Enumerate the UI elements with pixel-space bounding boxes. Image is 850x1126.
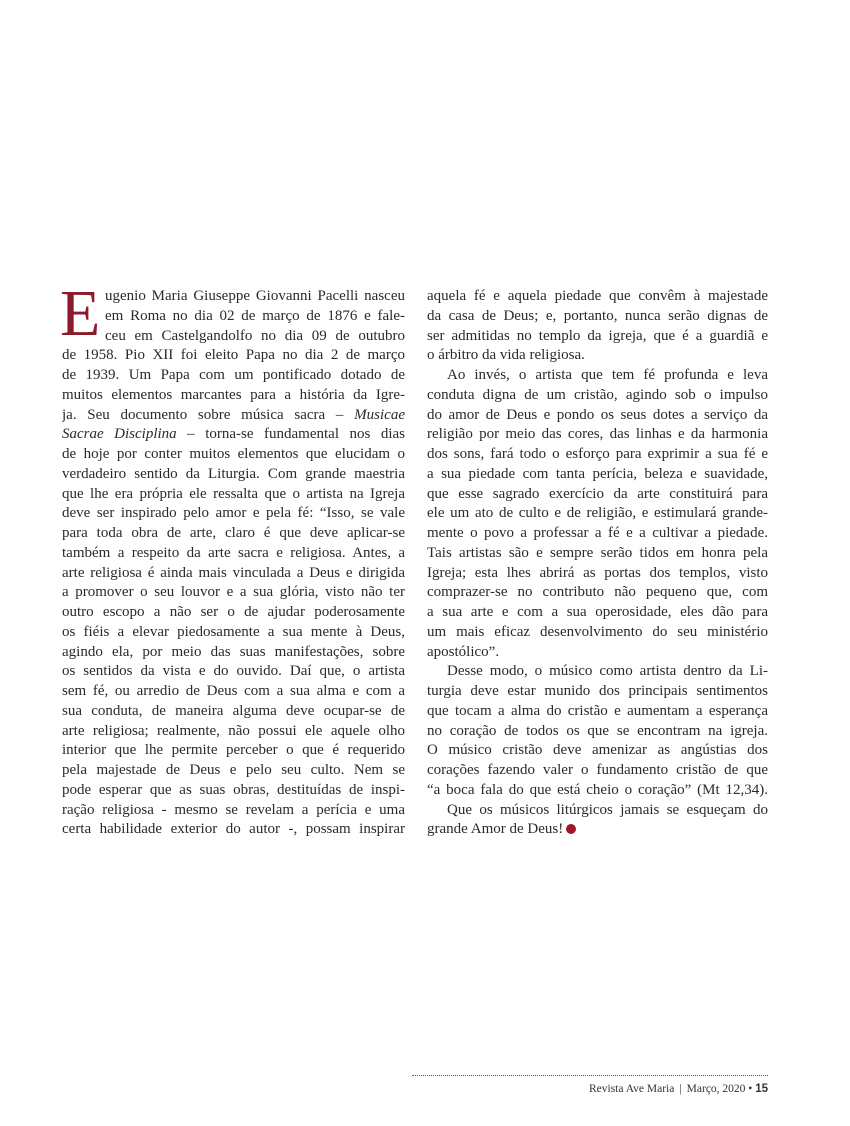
text-segment: o árbitro da vida religiosa. [427, 347, 585, 364]
text-line [62, 662, 405, 682]
text-segment: que esse sagrado exercício da arte constituirá para [427, 485, 768, 502]
text-line [427, 643, 768, 663]
text-segment: arte religiosa; realmente, não possui ele aquele olho [62, 722, 405, 739]
text-segment: O músico cristão deve amenizar as angústias dos [427, 742, 768, 759]
text-segment: a promover o seu louvor e a sua glória, visto não ter [62, 584, 405, 601]
text-segment: no coração de todos os que se encontram na igreja. [427, 722, 768, 739]
text-segment: Tais artistas são e sempre serão tidos em honra pela [427, 544, 768, 561]
text-line [62, 425, 405, 445]
text-line [62, 781, 405, 801]
text-line [427, 702, 768, 722]
text-line [62, 485, 405, 505]
text-line [62, 524, 405, 544]
text-segment: turgia deve estar munido dos principais sentimentos [427, 683, 768, 699]
page-number: 15 [755, 1083, 768, 1095]
text-line [62, 445, 405, 465]
text-line [427, 781, 768, 801]
text-segment: “a boca fala do que está cheio o coração” (Mt 12,34). [427, 781, 768, 798]
text-line [427, 564, 768, 584]
text-segment: de 1958. Pio XII foi eleito Papa no dia 2 de março [62, 347, 405, 364]
text-line [62, 366, 405, 386]
text-line [62, 702, 405, 722]
text-segment: apostólico”. [427, 643, 500, 660]
text-segment: Igreja; esta lhes abrirá as portas dos templos, visto [427, 564, 768, 581]
text-line [427, 504, 768, 524]
text-segment: que lhe era própria ele ressalta que o artista na Igreja [62, 485, 405, 502]
text-segment: a sua piedade com tanta perícia, beleza e suavidade, [427, 465, 768, 482]
text-segment: – torna-se fundamental nos dias [176, 426, 405, 443]
text-line [427, 287, 768, 307]
text-line [62, 386, 405, 406]
text-line [62, 623, 405, 643]
text-segment: os sentidos da vista e do ouvido. Daí que, o artista [62, 663, 405, 680]
text-line [427, 445, 768, 465]
text-line [427, 485, 768, 505]
text-line [427, 583, 768, 603]
text-segment: interior que lhe permite perceber o que é requerido [62, 742, 405, 759]
text-segment: Ao invés, o artista que tem fé profunda e leva [447, 367, 768, 383]
text-line [62, 504, 405, 524]
text-segment: a sua arte e com a sua operosidade, eles dão para [427, 604, 768, 620]
text-segment: ugenio Maria Giuseppe Giovanni Pacelli nasceu [105, 288, 405, 304]
text-segment: agindo ela, por meio das suas manifestações, sobre [62, 643, 405, 660]
text-segment: arte religiosa é ainda mais vinculada a Deus e dirigida [62, 564, 405, 581]
text-line [62, 583, 405, 603]
text-line [427, 623, 768, 643]
article-column-1 [60, 277, 405, 840]
text-line [62, 801, 405, 821]
text-line [62, 741, 405, 761]
text-line [427, 425, 768, 445]
text-line [427, 346, 768, 366]
footer-divider [412, 1075, 768, 1076]
text-line [427, 465, 768, 485]
text-segment: de 1939. Um Papa com um pontificado dotado de [62, 367, 405, 383]
text-segment: os fiéis a elevar piedosamente a sua mente à Deus, [62, 623, 405, 640]
text-segment: deve ser inspirado pelo amor e pela fé: “Isso, se vale [62, 505, 405, 522]
text-segment: verdadeiro sentido da Liturgia. Com grande maestria [62, 465, 405, 482]
italic-title: Sacrae Disciplina [62, 426, 177, 443]
text-line [62, 722, 405, 742]
text-segment: ja. Seu documento sobre música sacra – [62, 406, 355, 423]
text-line [427, 366, 768, 386]
text-line [62, 643, 405, 663]
text-segment: outro escopo a não ser o de ajudar poderosamente [62, 604, 405, 620]
text-segment: dos sons, fará todo o esforço para exprimir a sua fé e [427, 446, 768, 462]
article-column-2 [427, 287, 768, 840]
text-segment: grande Amor de Deus! [427, 821, 564, 838]
publication-name: Revista Ave Maria [588, 1083, 675, 1095]
text-line [62, 287, 405, 307]
text-segment: um mais eficaz desenvolvimento do seu ministério [427, 623, 768, 640]
text-line [62, 820, 405, 840]
text-line [62, 346, 405, 366]
text-segment: comprazer-se no contributo não pequeno que, com [427, 584, 768, 601]
text-segment: para toda obra de arte, claro é que deve aplicar-se [62, 525, 405, 541]
text-segment: Desse modo, o músico como artista dentro da Li- [447, 663, 768, 680]
text-segment: Que os músicos litúrgicos jamais se esqueçam do [447, 801, 768, 818]
text-segment: aquela fé e aquela piedade que convêm à majestade [427, 288, 768, 304]
text-segment: sem fé, ou arredio de Deus com a sua alma e com a [62, 683, 405, 699]
text-line [427, 406, 768, 426]
text-segment: pela majestade de Deus e pelo seu culto. Nem se [62, 762, 405, 778]
text-line [427, 327, 768, 347]
text-line [427, 682, 768, 702]
text-line [427, 761, 768, 781]
text-segment: do amor de Deus e pondo os seus dotes a serviço da [427, 406, 768, 423]
text-segment: da casa de Deus; e, portanto, nunca serão dignas de [427, 307, 768, 324]
text-line [62, 406, 405, 426]
end-mark-icon [566, 824, 576, 834]
text-line [427, 386, 768, 406]
text-line [62, 564, 405, 584]
page-footer [589, 1083, 768, 1095]
text-segment: de hoje por conter muitos elementos que elucidam o [62, 446, 405, 462]
text-segment: em Roma no dia 02 de março de 1876 e fale- [105, 307, 405, 324]
text-segment: conduta digna de um cristão, agindo sob o impulso [427, 386, 768, 403]
text-line [62, 307, 405, 327]
text-line [427, 722, 768, 742]
text-segment: corações fazendo valer o fundamento cristão de que [427, 762, 768, 778]
text-line [62, 603, 405, 623]
text-segment: ser admitidas no templo da igreja, que é a guardiã e [427, 327, 768, 344]
text-line [427, 741, 768, 761]
text-line [62, 761, 405, 781]
text-line [62, 682, 405, 702]
text-line [62, 465, 405, 485]
text-line [427, 662, 768, 682]
italic-title: Musicae [354, 406, 405, 423]
text-line [427, 820, 768, 840]
text-segment: ração religiosa - mesmo se revelam a perícia e uma [62, 801, 405, 818]
footer-separator: | [679, 1083, 682, 1095]
text-line [62, 544, 405, 564]
issue-date: Março, 2020 [686, 1083, 746, 1095]
text-segment: ele um ato de culto e de religião, e estimulará grande- [427, 505, 768, 522]
footer-bullet: • [748, 1083, 753, 1095]
text-segment: que tocam a alma do cristão e aumentam a esperança [427, 702, 768, 719]
text-segment: também a respeito da arte sacra e religiosa. Antes, a [62, 544, 405, 561]
text-line [427, 544, 768, 564]
text-segment: muitos elementos marcantes para a história da Igre- [62, 386, 405, 403]
text-line [427, 524, 768, 544]
text-segment: sua conduta, de maneira alguma deve ocupar-se de [62, 702, 405, 719]
text-segment: religião por meio das cores, das linhas e da harmonia [427, 426, 768, 443]
text-segment: mente o povo a professar a fé e a cultivar a piedade. [427, 525, 768, 541]
drop-cap: E [60, 277, 101, 350]
text-line [427, 307, 768, 327]
text-segment: ceu em Castelgandolfo no dia 09 de outubro [105, 327, 405, 344]
text-line [427, 603, 768, 623]
text-segment: pode esperar que as suas obras, destituídas de inspi- [62, 781, 405, 798]
text-line [427, 801, 768, 821]
text-segment: certa habilidade exterior do autor -, possam inspirar [62, 821, 405, 838]
text-line [62, 327, 405, 347]
